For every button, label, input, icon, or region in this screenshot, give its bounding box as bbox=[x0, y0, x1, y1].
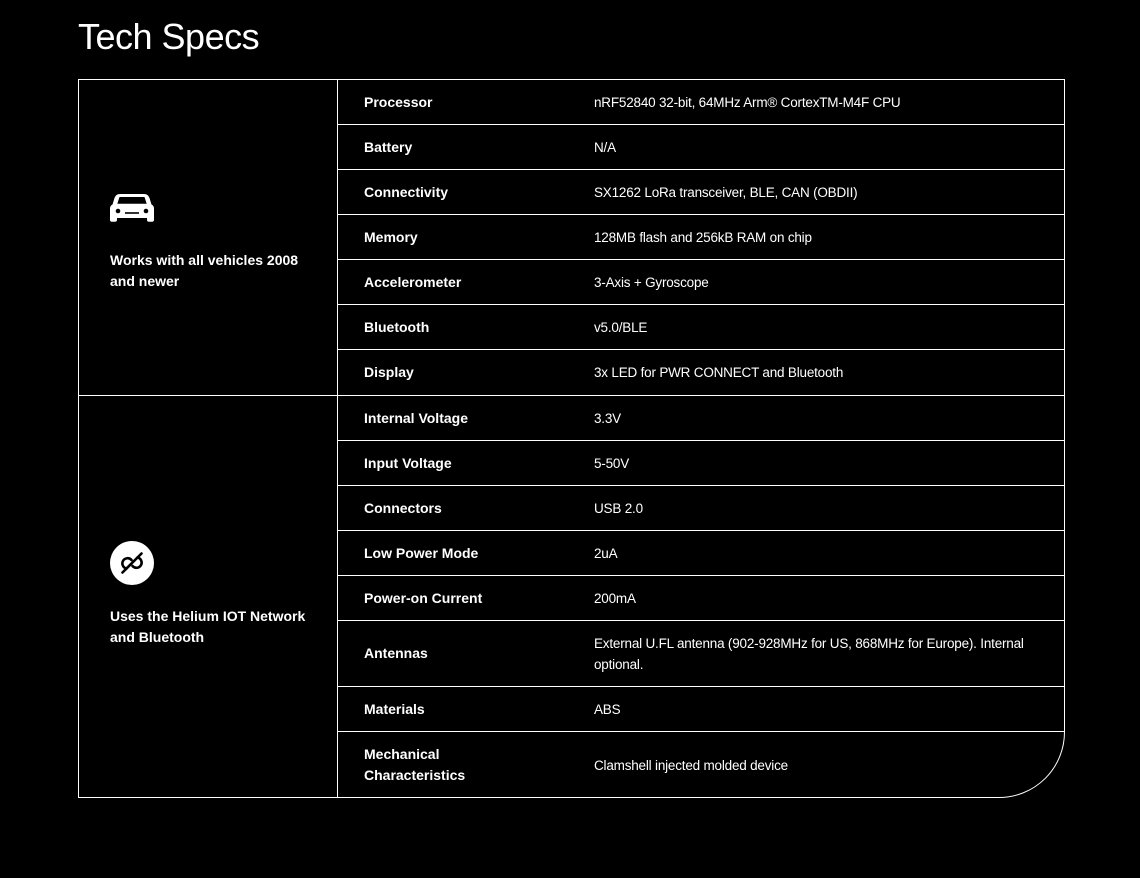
spec-value: 3-Axis + Gyroscope bbox=[594, 274, 709, 290]
spec-label: Connectors bbox=[364, 499, 442, 516]
spec-label: Materials bbox=[364, 700, 425, 717]
spec-label: Bluetooth bbox=[364, 318, 430, 335]
spec-label: Low Power Mode bbox=[364, 544, 479, 561]
spec-row bbox=[338, 687, 1064, 732]
spec-value: 5-50V bbox=[594, 455, 630, 471]
helium-logo-icon bbox=[110, 541, 154, 585]
spec-row bbox=[338, 576, 1064, 621]
spec-label: Antennas bbox=[364, 645, 428, 661]
spec-value: 2uA bbox=[594, 545, 618, 561]
group-caption: Uses the Helium IOT Network and Bluetooth bbox=[110, 608, 306, 645]
spec-value: ABS bbox=[594, 701, 621, 717]
spec-row bbox=[338, 260, 1064, 305]
spec-label: Display bbox=[364, 364, 414, 380]
spec-row bbox=[338, 125, 1064, 170]
spec-row bbox=[338, 170, 1064, 215]
spec-row bbox=[338, 621, 1064, 687]
spec-group-network bbox=[79, 395, 1064, 798]
spec-label: Processor bbox=[364, 93, 433, 110]
spec-value: 3x LED for PWR CONNECT and Bluetooth bbox=[594, 365, 844, 380]
spec-row bbox=[338, 486, 1064, 531]
spec-rows bbox=[338, 396, 1064, 798]
group-side-panel bbox=[79, 80, 338, 395]
spec-label: Battery bbox=[364, 138, 413, 155]
spec-label: Internal Voltage bbox=[364, 409, 468, 426]
spec-row bbox=[338, 732, 1064, 798]
spec-value: nRF52840 32-bit, 64MHz Arm® CortexTM-M4F CPU bbox=[594, 94, 901, 110]
tech-specs-table bbox=[78, 79, 1065, 798]
spec-label: Accelerometer bbox=[364, 273, 462, 290]
spec-row bbox=[338, 396, 1064, 441]
spec-value: 3.3V bbox=[594, 410, 621, 426]
group-caption: Works with all vehicles 2008 and newer bbox=[110, 252, 299, 289]
spec-group-vehicle bbox=[79, 80, 1064, 395]
spec-value: SX1262 LoRa transceiver, BLE, CAN (OBDII) bbox=[594, 184, 858, 200]
spec-label: Memory bbox=[364, 228, 418, 245]
group-side-panel bbox=[79, 396, 338, 798]
spec-value: 200mA bbox=[594, 590, 636, 606]
spec-value: Clamshell injected molded device bbox=[594, 757, 788, 773]
spec-row bbox=[338, 305, 1064, 350]
spec-row bbox=[338, 441, 1064, 486]
spec-label: Mechanical Characteristics bbox=[364, 746, 466, 783]
car-icon bbox=[110, 185, 154, 229]
spec-label: Input Voltage bbox=[364, 454, 452, 471]
spec-row bbox=[338, 80, 1064, 125]
spec-value: 128MB flash and 256kB RAM on chip bbox=[594, 229, 812, 245]
spec-row bbox=[338, 531, 1064, 576]
spec-value: N/A bbox=[594, 139, 616, 155]
spec-rows bbox=[338, 80, 1064, 395]
spec-value: v5.0/BLE bbox=[594, 319, 648, 335]
spec-label: Connectivity bbox=[364, 183, 449, 200]
spec-row bbox=[338, 350, 1064, 395]
spec-value: USB 2.0 bbox=[594, 500, 643, 516]
spec-value: External U.FL antenna (902-928MHz for US, 868MHz for Europe). Internal optional. bbox=[594, 635, 1024, 672]
spec-label: Power-on Current bbox=[364, 589, 483, 606]
page-title: Tech Specs bbox=[78, 16, 260, 57]
spec-row bbox=[338, 215, 1064, 260]
